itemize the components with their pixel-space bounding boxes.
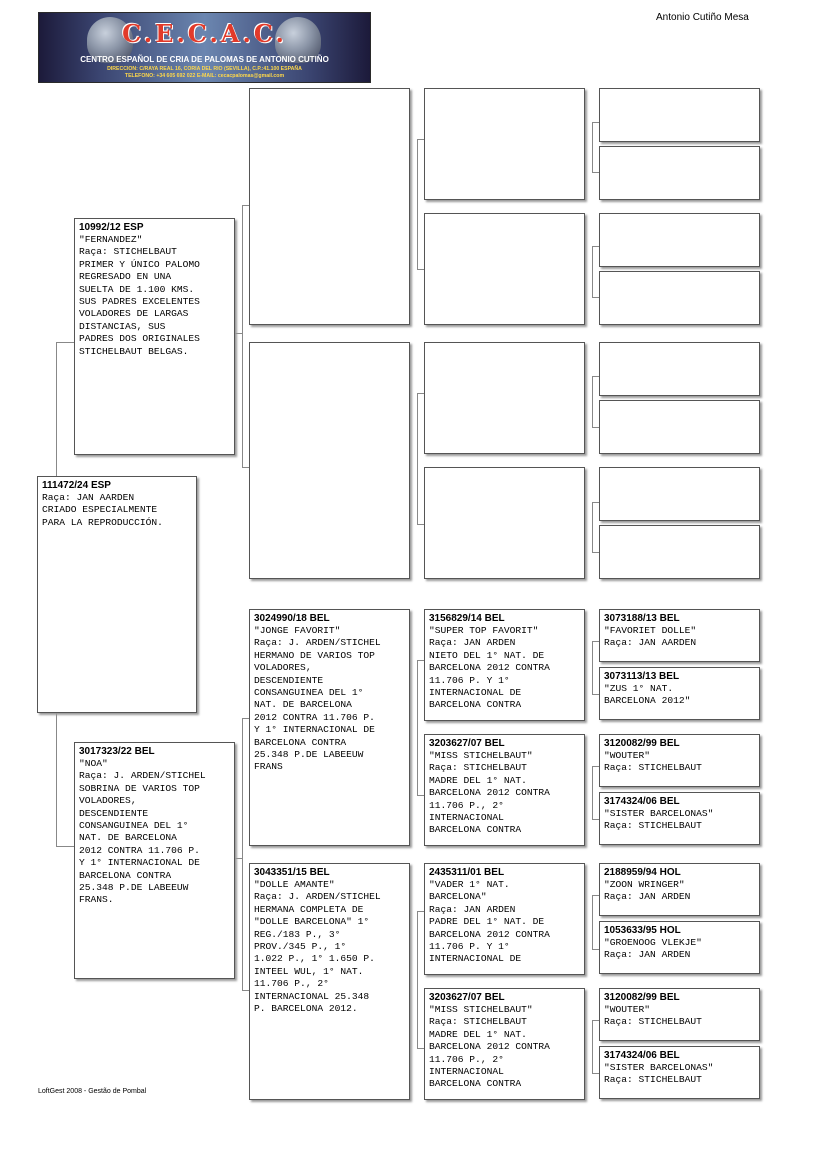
connector	[234, 858, 242, 859]
gen4-card	[599, 792, 760, 845]
gen4-details: "ZUS 1° NAT. BARCELONA 2012"	[604, 683, 691, 707]
gen3-details: "MISS STICHELBAUT" Raça: STICHELBAUT MADRE DEL 1° NAT. BARCELONA 2012 CONTRA 11.706 P., 2° INTERNACIONAL BARCELONA CONTRA	[429, 1004, 550, 1090]
logo-address-block	[39, 66, 370, 80]
gen3-card	[424, 734, 585, 846]
gen4-card-empty	[599, 400, 760, 454]
subject-ring: 111472/24 ESP	[42, 480, 111, 491]
connector	[56, 342, 74, 343]
connector	[417, 660, 418, 795]
gen3-card-empty	[424, 342, 585, 454]
gen4-card-empty	[599, 146, 760, 200]
connector	[417, 393, 418, 524]
gen4-details: "FAVORIET DOLLE" Raça: JAN AARDEN	[604, 625, 697, 649]
sire-sire-card-empty	[249, 88, 410, 325]
gen4-ring: 3073188/13 BEL	[604, 613, 680, 624]
gen4-card	[599, 921, 760, 974]
sire-card	[74, 218, 235, 455]
connector	[592, 376, 593, 427]
gen4-ring: 2188959/94 HOL	[604, 867, 681, 878]
gen3-ring: 3203627/07 BEL	[429, 738, 505, 749]
gen4-card-empty	[599, 88, 760, 142]
gen4-card-empty	[599, 213, 760, 267]
connector	[242, 467, 249, 468]
connector	[417, 139, 418, 269]
dam-details: "NOA" Raça: J. ARDEN/STICHEL SOBRINA DE VARIOS TOP VOLADORES, DESCENDIENTE CONSANGUINEA DEL 1° NAT. DE BARCELONA 2012 CONTRA 11.706 P. Y 1° INTERNACIONAL DE BARCELONA CONTRA 25.348 P.DE LABEEUW FRANS.	[79, 758, 206, 906]
connector	[592, 297, 599, 298]
gen3-card-empty	[424, 467, 585, 579]
gen3-ring: 2435311/01 BEL	[429, 867, 505, 878]
connector	[417, 393, 424, 394]
logo-address: DIRECCION: C/RAYA REAL 16, CORIA DEL RIO (SEVILLA), C.P.:41.100 ESPAÑA	[107, 66, 302, 72]
connector	[417, 660, 424, 661]
gen4-card	[599, 667, 760, 720]
gen4-card-empty	[599, 467, 760, 521]
gen4-details: "WOUTER" Raça: STICHELBAUT	[604, 750, 702, 774]
gen3-card	[424, 609, 585, 721]
connector	[592, 246, 593, 297]
dam-sire-ring: 3024990/18 BEL	[254, 613, 330, 624]
gen4-card	[599, 1046, 760, 1099]
connector	[56, 342, 57, 477]
connector	[592, 641, 599, 642]
connector	[56, 712, 57, 846]
gen4-ring: 1053633/95 HOL	[604, 925, 681, 936]
sire-details: "FERNANDEZ" Raça: STICHELBAUT PRIMER Y ÚNICO PALOMO REGRESADO EN UNA SUELTA DE 1.100 KMS. SUS PADRES EXCELENTES VOLADORES DE LARGAS DISTANCIAS, SUS PADRES DOS ORIGINALES STICHELBAUT BELGAS.	[79, 234, 200, 357]
dam-sire-details: "JONGE FAVORIT" Raça: J. ARDEN/STICHEL HERMANO DE VARIOS TOP VOLADORES, DESCENDIENTE CONSANGUINEA DEL 1° NAT. DE BARCELONA 2012 CONTRA 11.706 P. Y 1° INTERNACIONAL DE BARCELONA CONTRA 25.348 P.DE LABEEUW FRANS	[254, 625, 381, 773]
connector	[242, 990, 249, 991]
dam-dam-details: "DOLLE AMANTE" Raça: J. ARDEN/STICHEL HERMANA COMPLETA DE "DOLLE BARCELONA" 1° REG./183 P., 3° PROV./345 P., 1° 1.022 P., 1° 1.650 P. INTEEL WUL, 1° NAT. 11.706 P., 2° INTERNACIONAL 25.348 P. BARCELONA 2012.	[254, 879, 381, 1015]
connector	[242, 205, 249, 206]
connector	[592, 502, 593, 552]
connector	[56, 846, 74, 847]
connector	[592, 694, 599, 695]
connector	[242, 718, 243, 990]
gen3-card	[424, 863, 585, 975]
gen4-ring: 3174324/06 BEL	[604, 796, 680, 807]
gen4-card	[599, 863, 760, 916]
gen4-ring: 3120082/99 BEL	[604, 738, 680, 749]
connector	[592, 1020, 599, 1021]
connector	[592, 122, 593, 172]
connector	[592, 895, 599, 896]
gen4-details: "ZOON WRINGER" Raça: JAN ARDEN	[604, 879, 691, 903]
gen3-card-empty	[424, 213, 585, 325]
connector	[417, 269, 424, 270]
connector	[417, 1048, 424, 1049]
gen4-card-empty	[599, 525, 760, 579]
connector	[417, 795, 424, 796]
gen3-ring: 3156829/14 BEL	[429, 613, 505, 624]
connector	[592, 819, 599, 820]
connector	[592, 641, 593, 694]
gen3-card-empty	[424, 88, 585, 200]
connector	[592, 766, 599, 767]
gen4-details: "SISTER BARCELONAS" Raça: STICHELBAUT	[604, 808, 714, 832]
connector	[242, 205, 243, 467]
gen4-ring: 3174324/06 BEL	[604, 1050, 680, 1061]
dam-dam-card	[249, 863, 410, 1100]
gen4-details: "GROENOOG VLEKJE" Raça: JAN ARDEN	[604, 937, 702, 961]
gen4-card-empty	[599, 342, 760, 396]
gen3-details: "MISS STICHELBAUT" Raça: STICHELBAUT MADRE DEL 1° NAT. BARCELONA 2012 CONTRA 11.706 P., 2° INTERNACIONAL BARCELONA CONTRA	[429, 750, 550, 836]
footer-credit: LoftGest 2008 - Gestão de Pombal	[38, 1088, 147, 1095]
gen4-details: "SISTER BARCELONAS" Raça: STICHELBAUT	[604, 1062, 714, 1086]
gen4-card	[599, 734, 760, 787]
dam-sire-card	[249, 609, 410, 846]
connector	[242, 718, 249, 719]
gen4-ring: 3073113/13 BEL	[604, 671, 680, 682]
connector	[592, 1073, 599, 1074]
logo-contact: TELEFONO: +34 605 692 022 E-MAIL: cecacpalomas@gmail.com	[124, 73, 285, 79]
gen4-card-empty	[599, 271, 760, 325]
dam-dam-ring: 3043351/15 BEL	[254, 867, 330, 878]
gen4-card	[599, 609, 760, 662]
gen3-details: "VADER 1° NAT. BARCELONA" Raça: JAN ARDEN PADRE DEL 1° NAT. DE BARCELONA 2012 CONTRA 11.706 P. Y 1° INTERNACIONAL DE	[429, 879, 550, 965]
gen4-card	[599, 988, 760, 1041]
connector	[592, 502, 599, 503]
connector	[592, 122, 599, 123]
connector	[592, 376, 599, 377]
connector	[592, 172, 599, 173]
connector	[592, 552, 599, 553]
dam-ring: 3017323/22 BEL	[79, 746, 155, 757]
connector	[592, 949, 599, 950]
gen3-ring: 3203627/07 BEL	[429, 992, 505, 1003]
connector	[417, 911, 418, 1048]
subject-card	[37, 476, 197, 713]
cecac-logo	[38, 12, 371, 83]
sire-dam-card-empty	[249, 342, 410, 579]
logo-title: C.E.C.A.C.	[122, 19, 287, 48]
connector	[592, 766, 593, 819]
connector	[234, 333, 242, 334]
connector	[592, 427, 599, 428]
connector	[417, 524, 424, 525]
gen4-details: "WOUTER" Raça: STICHELBAUT	[604, 1004, 702, 1028]
subject-details: Raça: JAN AARDEN CRIADO ESPECIALMENTE PARA LA REPRODUCCIÓN.	[42, 492, 163, 528]
gen3-card	[424, 988, 585, 1100]
connector	[592, 895, 593, 949]
connector	[417, 911, 424, 912]
connector	[417, 139, 424, 140]
gen4-ring: 3120082/99 BEL	[604, 992, 680, 1003]
logo-subtitle: CENTRO ESPAÑOL DE CRIA DE PALOMAS DE ANTONIO CUTIÑO	[80, 55, 329, 64]
dam-card	[74, 742, 235, 979]
owner-name: Antonio Cutiño Mesa	[656, 12, 749, 23]
connector	[592, 246, 599, 247]
connector	[592, 1020, 593, 1073]
sire-ring: 10992/12 ESP	[79, 222, 144, 233]
gen3-details: "SUPER TOP FAVORIT" Raça: JAN ARDEN NIETO DEL 1° NAT. DE BARCELONA 2012 CONTRA 11.706 P. Y 1° INTERNACIONAL DE BARCELONA CONTRA	[429, 625, 550, 711]
